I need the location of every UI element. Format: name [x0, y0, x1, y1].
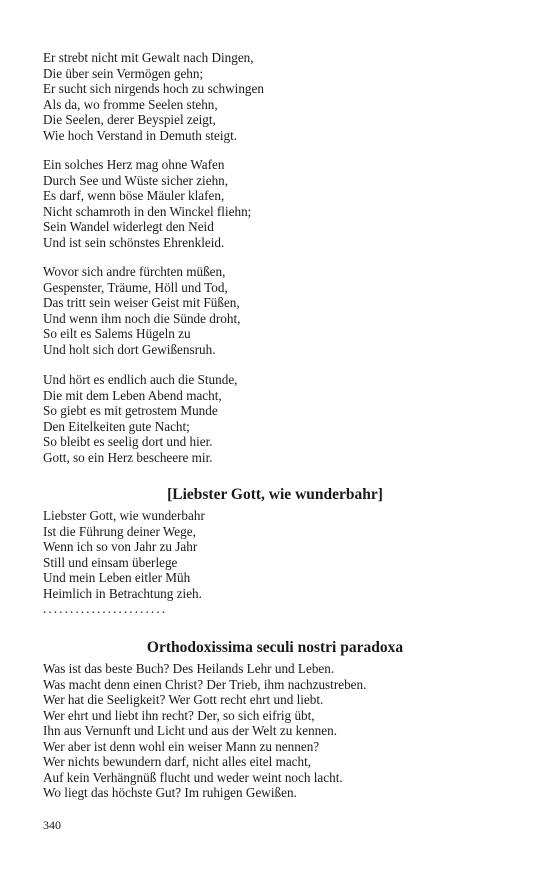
- verse-line: Das tritt sein weiser Geist mit Füßen,: [43, 295, 240, 310]
- verse-line: Die Seelen, derer Beyspiel zeigt,: [43, 112, 216, 127]
- verse-line: Ist die Führung deiner Wege,: [43, 523, 196, 539]
- verse-line: So eilt es Salems Hügeln zu: [43, 326, 191, 341]
- verse-line: Den Eitelkeiten gute Nacht;: [43, 418, 190, 434]
- page-number: 340: [43, 818, 61, 832]
- verse-line: Ein solches Herz mag ohne Wafen: [43, 157, 225, 172]
- verse-line: So giebt es mit getrostem Munde: [43, 403, 218, 418]
- verse-line: Wovor sich andre fürchten müßen,: [43, 264, 226, 279]
- verse-line: Die mit dem Leben Abend macht,: [43, 387, 222, 403]
- verse-line: Nicht schamroth in den Winckel fliehn;: [43, 203, 252, 219]
- verse-line: Und hört es endlich auch die Stunde,: [43, 372, 238, 387]
- verse-line: Wie hoch Verstand in Demuth steigt.: [43, 127, 238, 143]
- verse-line: Und ist sein schönstes Ehrenkleid.: [43, 234, 225, 250]
- verse-line: Wer nichts bewundern darf, nicht alles eitel macht,: [43, 754, 312, 769]
- verse-line: Gespenster, Träume, Höll und Tod,: [43, 279, 228, 295]
- verse-line: Still und einsam überlege: [43, 554, 178, 570]
- poem-2-text: [43, 508, 513, 617]
- omission-ellipsis: .......................: [43, 601, 168, 616]
- verse-line: Wer aber ist denn wohl ein weiser Mann zu nennen?: [43, 738, 320, 754]
- stanza-2: [43, 157, 513, 250]
- verse-line: Auf kein Verhängnüß flucht und weder weint noch lacht.: [43, 769, 343, 785]
- verse-line: Wer hat die Seeligkeit? Wer Gott recht ehrt und liebt.: [43, 692, 324, 707]
- verse-line: Ihn aus Vernunft und Licht und aus der Welt zu kennen.: [43, 723, 337, 738]
- verse-line: Es darf, wenn böse Mäuler klafen,: [43, 188, 225, 203]
- stanza-1: [43, 50, 513, 143]
- poem-3-text: [43, 661, 513, 801]
- verse-line: Und holt sich dort Gewißensruh.: [43, 341, 216, 357]
- verse-line: Liebster Gott, wie wunderbahr: [43, 508, 205, 523]
- verse-line: Gott, so ein Herz bescheere mir.: [43, 449, 213, 465]
- verse-line: Was macht denn einen Christ? Der Trieb, ihm nachzustreben.: [43, 676, 367, 692]
- verse-line: Wer ehrt und liebt ihn recht? Der, so sich eifrig übt,: [43, 707, 315, 723]
- verse-line: Er sucht sich nirgends hoch zu schwingen: [43, 81, 264, 96]
- verse-line: Wo liegt das höchste Gut? Im ruhigen Gewißen.: [43, 785, 297, 800]
- verse-line: Als da, wo fromme Seelen stehn,: [43, 96, 218, 112]
- verse-line: Und wenn ihm noch die Sünde droht,: [43, 310, 241, 326]
- poem-title: [Liebster Gott, wie wunderbahr]: [167, 486, 383, 503]
- poem-title: Orthodoxissima seculi nostri paradoxa: [146, 639, 404, 656]
- verse-line: Und mein Leben eitler Müh: [43, 570, 191, 585]
- stanza-4: [43, 372, 513, 465]
- stanza-3: [43, 264, 513, 357]
- verse-line: Sein Wandel widerlegt den Neid: [43, 219, 214, 234]
- verse-line: So bleibt es seelig dort und hier.: [43, 434, 213, 449]
- verse-line: Wenn ich so von Jahr zu Jahr: [43, 539, 198, 554]
- verse-line: Durch See und Wüste sicher ziehn,: [43, 172, 229, 188]
- verse-line: Er strebt nicht mit Gewalt nach Dingen,: [43, 50, 254, 65]
- verse-line: Die über sein Vermögen gehn;: [43, 65, 204, 81]
- verse-line: Heimlich in Betrachtung zieh.: [43, 585, 202, 601]
- verse-line: Was ist das beste Buch? Des Heilands Lehr und Leben.: [43, 661, 335, 676]
